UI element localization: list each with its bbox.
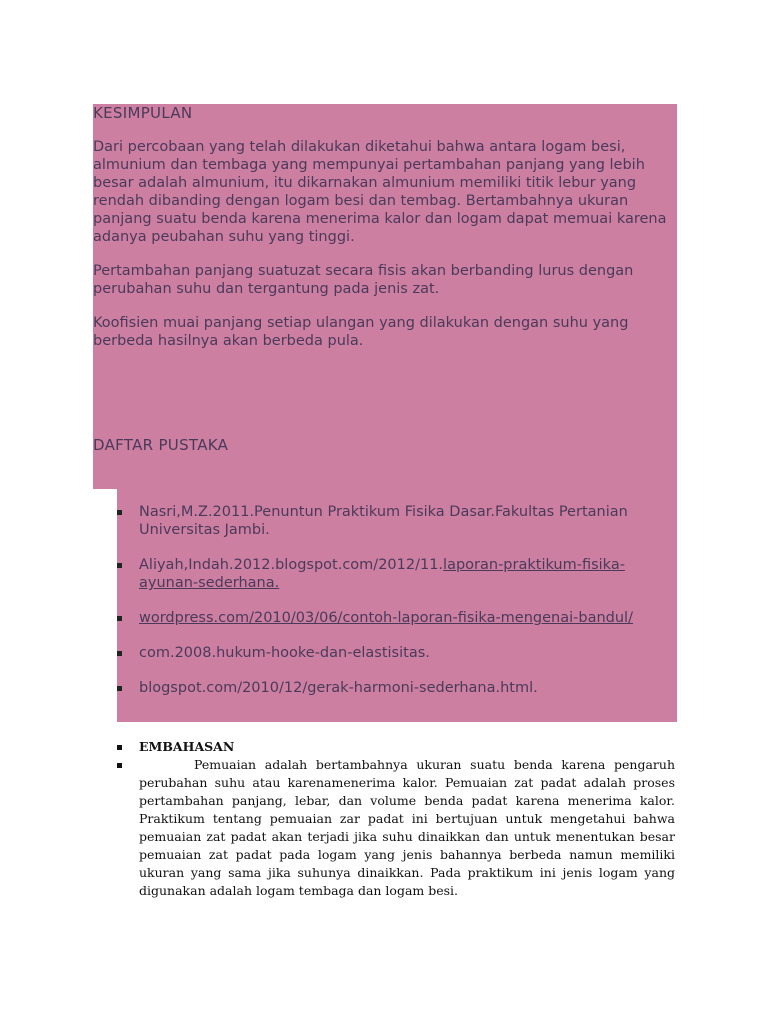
kesimpulan-paragraph-1: Dari percobaan yang telah dilakukan diketahui bahwa antara logam besi, almunium dan tembaga yang mempunyai pertambahan panjang yang lebih besar adalah almunium, itu dikarnakan almunium memiliki titik lebur yang rendah dibanding dengan logam besi dan tembag. Bertambahnya ukuran panjang suatu benda karena menerima kalor dan logam dapat memuai karena adanya peubahan suhu yang tinggi. <box>93 139 667 245</box>
reference-text: Nasri,M.Z.2011.Penuntun Praktikum Fisika Dasar.Fakultas Pertanian Universitas Jambi. <box>139 504 628 538</box>
bullet-square-icon <box>117 745 122 750</box>
reference-link[interactable]: laporan-praktikum-fisika-ayunan-sederhana. <box>139 557 625 591</box>
kesimpulan-paragraph-3: Koofisien muai panjang setiap ulangan yang dilakukan dengan suhu yang berbeda hasilnya akan berbeda pula. <box>93 315 629 349</box>
bullet-square-icon <box>117 510 122 515</box>
reference-item <box>117 679 657 697</box>
reference-item <box>117 503 657 539</box>
pembahasan-title-row <box>117 738 675 756</box>
pembahasan-section <box>117 738 675 900</box>
bullet-square-icon <box>117 563 122 568</box>
reference-list <box>117 503 657 714</box>
reference-text: blogspot.com/2010/12/gerak-harmoni-sederhana.html. <box>139 680 538 696</box>
reference-link[interactable]: wordpress.com/2010/03/06/contoh-laporan-fisika-mengenai-bandul/ <box>139 610 633 626</box>
reference-item <box>117 644 657 662</box>
reference-item <box>117 556 657 592</box>
pembahasan-title: EMBAHASAN <box>139 739 235 754</box>
bullet-square-icon <box>117 616 122 621</box>
daftar-pustaka-heading: DAFTAR PUSTAKA <box>93 436 229 454</box>
kesimpulan-paragraph-2: Pertambahan panjang suatuzat secara fisis akan berbanding lurus dengan perubahan suhu dan tergantung pada jenis zat. <box>93 263 634 297</box>
kesimpulan-heading: KESIMPULAN <box>93 104 193 122</box>
reference-text: Aliyah,Indah.2012.blogspot.com/2012/11. <box>139 557 444 573</box>
bullet-square-icon <box>117 763 122 768</box>
pembahasan-body-row <box>117 756 675 900</box>
reference-text: com.2008.hukum-hooke-dan-elastisitas. <box>139 645 430 661</box>
bullet-square-icon <box>117 651 122 656</box>
pembahasan-body: Pemuaian adalah bertambahnya ukuran suatu benda karena pengaruh perubahan suhu atau karenamenerima kalor. Pemuaian zat padat adalah proses pertambahan panjang, lebar, dan volume benda padat karena menerima kalor. Praktikum tentang pemuaian zar padat ini bertujuan untuk mengetahui bahwa pemuaian zat padat akan terjadi jika suhu dinaikkan dan untuk menentukan besar pemuaian zat padat pada logam yang jenis bahannya berbeda namun memiliki ukuran yang sama jika suhunya dinaikkan. Pada praktikum ini jenis logam yang digunakan adalah logam tembaga dan logam besi. <box>139 757 675 898</box>
reference-item <box>117 609 657 627</box>
bullet-square-icon <box>117 686 122 691</box>
